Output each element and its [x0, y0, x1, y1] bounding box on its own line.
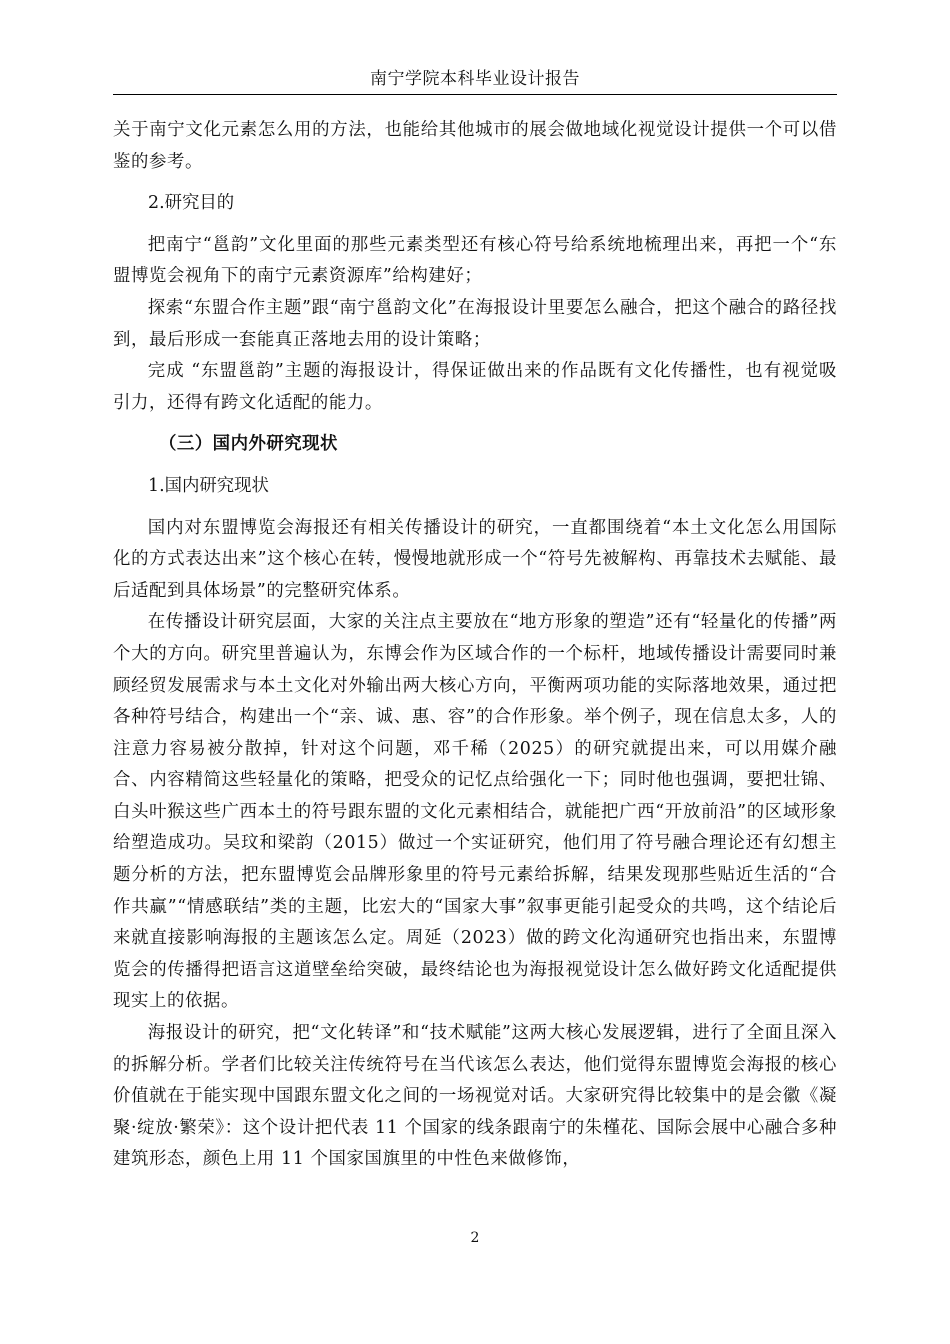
- paragraph-purpose-3: 完成 “东盟邕韵”主题的海报设计，得保证做出来的作品既有文化传播性，也有视觉吸引力，还得有跨文化适配的能力。: [113, 361, 837, 413]
- header-title: 南宁学院本科毕业设计报告: [370, 69, 580, 89]
- page-header: [113, 66, 837, 95]
- paragraph-purpose-1: 把南宁“邕韵”文化里面的那些元素类型还有核心符号给系统地梳理出来，再把一个“东盟博览会视角下的南宁元素资源库”给构建好；: [113, 234, 837, 287]
- paragraph-domestic-1: 国内对东盟博览会海报还有相关传播设计的研究，一直都围绕着“本土文化怎么用国际化的方式表达出来”这个核心在转，慢慢地就形成一个“符号先被解构、再靠技术去赋能、最后适配到具体场景”的完整研究体系。: [113, 517, 837, 601]
- subheading-domestic-status: 1.国内研究现状: [148, 475, 269, 496]
- paragraph-domestic-3: 海报设计的研究，把“文化转译”和“技术赋能”这两大核心发展逻辑，进行了全面且深入的拆解分析。学者们比较关注传统符号在当代该怎么表达，他们觉得东盟博览会海报的核心价值就在于能实现中国跟东盟文化之间的一场视觉对话。大家研究得比较集中的是会徽《凝聚·绽放·繁荣》：这个设计把代表 11 个国家的线条跟南宁的朱槿花、国际会展中心融合多种建筑形态，颜色上用 11 个国家国旗里的中性色来做修饰，: [113, 1023, 837, 1170]
- paragraph-purpose-2: 探索“东盟合作主题”跟“南宁邕韵文化”在海报设计里要怎么融合，把这个融合的路径找到，最后形成一套能真正落地去用的设计策略；: [113, 297, 837, 350]
- document-body: [113, 115, 837, 1176]
- section-title-research-status: （三）国内外研究现状: [159, 434, 338, 455]
- page-number: 2: [470, 1230, 480, 1246]
- paragraph-continuation: 关于南宁文化元素怎么用的方法，也能给其他城市的展会做地域化视觉设计提供一个可以借鉴的参考。: [113, 120, 837, 172]
- subheading-research-purpose: 2.研究目的: [148, 193, 235, 214]
- paragraph-domestic-2: 在传播设计研究层面，大家的关注点主要放在“地方形象的塑造”还有“轻量化的传播”两个大的方向。研究里普遍认为，东博会作为区域合作的一个标杆，地域传播设计需要同时兼顾经贸发展需求与本土文化对外输出两大核心方向，平衡两项功能的实际落地效果，通过把各种符号结合，构建出一个“亲、诚、惠、容”的合作形象。举个例子，现在信息太多，人的注意力容易被分散掉，针对这个问题，邓千稀（2025）的研究就提出来，可以用媒介融合、内容精简这些轻量化的策略，把受众的记忆点给强化一下；同时他也强调，要把壮锦、白头叶猴这些广西本土的符号跟东盟的文化元素相结合，就能把广西“开放前沿”的区域形象给塑造成功。吴玟和梁韵（2015）做过一个实证研究，他们用了符号融合理论还有幻想主题分析的方法，把东盟博览会品牌形象里的符号元素给拆解，结果发现那些贴近生活的“合作共赢”“情感联结”类的主题，比宏大的“国家大事”叙事更能引起受众的共鸣，这个结论后来就直接影响海报的主题该怎么定。周延（2023）做的跨文化沟通研究也指出来，东盟博览会的传播得把语言这道壁垒给突破，最终结论也为海报视觉设计怎么做好跨文化适配提供现实上的依据。: [113, 612, 837, 1012]
